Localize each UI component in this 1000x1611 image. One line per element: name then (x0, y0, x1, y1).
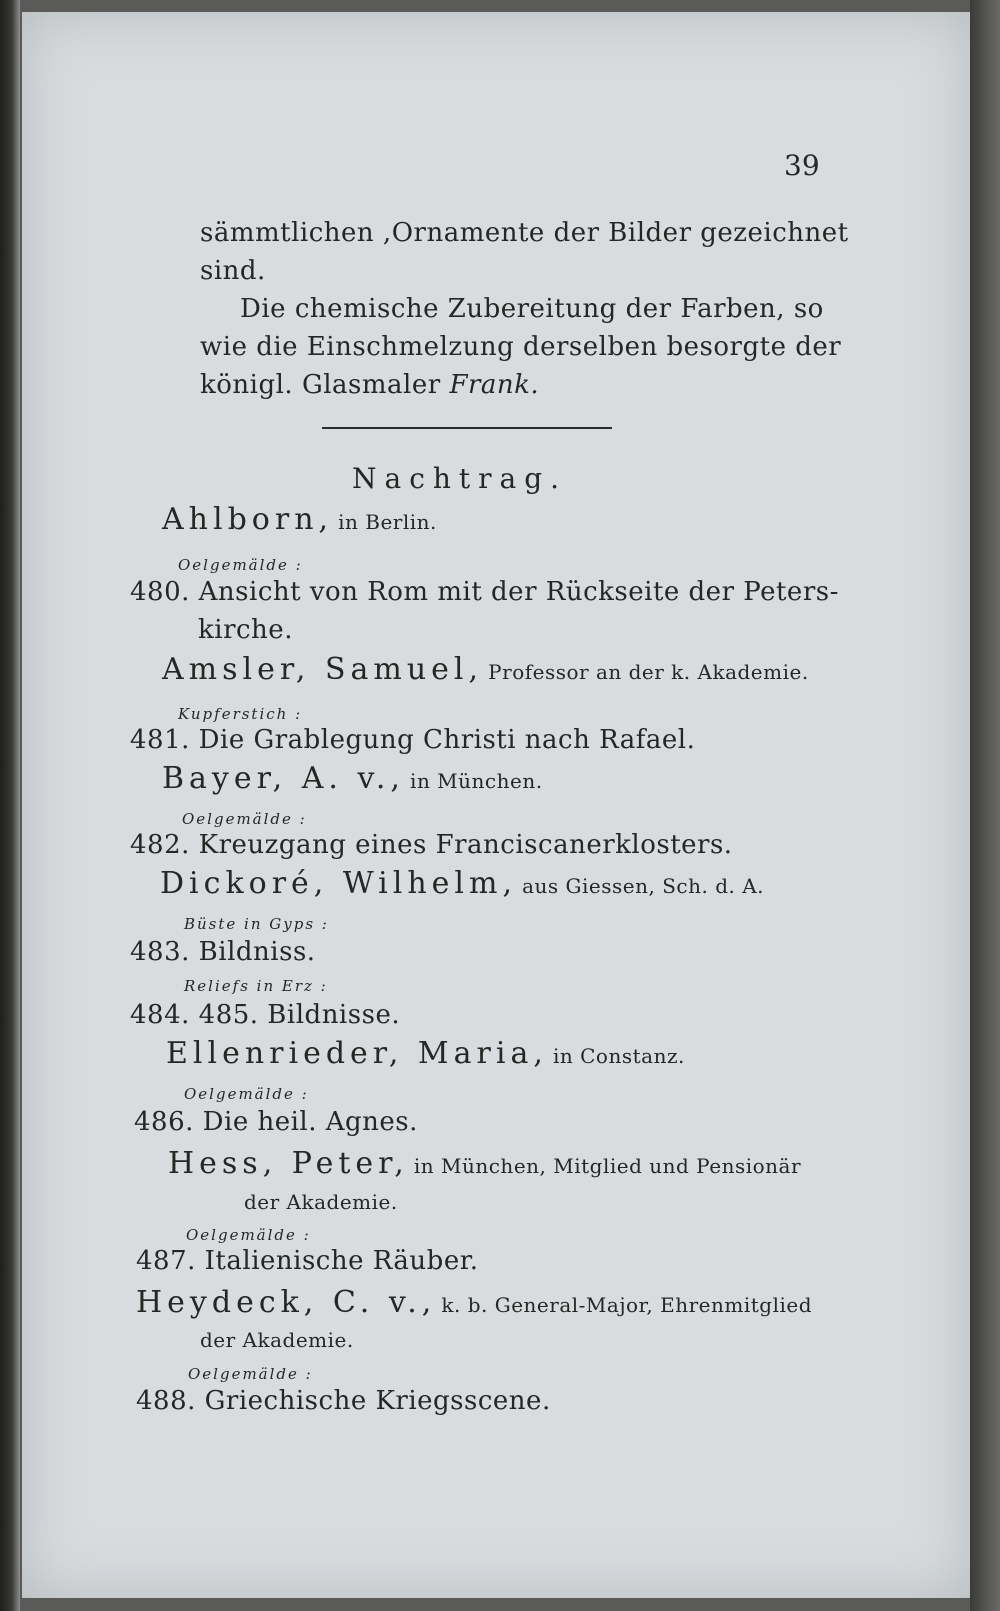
work-item: 480. Ansicht von Rom mit der Rückseite der Peters- (130, 577, 839, 607)
intro-name: Frank. (449, 370, 540, 400)
work-item: 484. 485. Bildnisse. (130, 1000, 401, 1030)
work-category: Oelgemälde : (186, 1226, 311, 1244)
work-item: 486. Die heil. Agnes. (134, 1107, 418, 1137)
book-page (22, 12, 970, 1598)
work-category: Oelgemälde : (184, 1085, 309, 1103)
artist-entry (166, 1036, 685, 1071)
artist-detail: der Akademie. (200, 1328, 354, 1352)
intro-line: wie die Einschmelzung derselben besorgte der (200, 332, 842, 362)
work-category: Kupferstich : (178, 705, 303, 723)
artist-detail: Professor an der k. Akademie. (488, 660, 809, 684)
artist-entry (136, 1285, 813, 1320)
work-category: Oelgemälde : (178, 556, 303, 574)
artist-detail: in München. (410, 769, 543, 793)
artist-name: Hess, Peter, (168, 1146, 409, 1181)
work-item: 488. Griechische Kriegsscene. (136, 1386, 551, 1416)
artist-entry (168, 1146, 802, 1181)
artist-detail: k. b. General-Major, Ehrenmitglied (441, 1293, 813, 1317)
artist-entry (162, 761, 543, 796)
work-item: 487. Italienische Räuber. (136, 1246, 479, 1276)
intro-line: sind. (200, 256, 266, 286)
intro-line: sämmtlichen ,Ornamente der Bilder gezeichnet (200, 218, 849, 248)
artist-name: Ahlborn, (162, 502, 334, 537)
page-number: 39 (784, 149, 820, 182)
artist-name: Amsler, Samuel, (162, 652, 484, 687)
work-item: 483. Bildniss. (130, 937, 316, 967)
artist-detail: in Constanz. (552, 1044, 685, 1068)
scan-edge (970, 0, 1000, 1611)
binding-edge (0, 0, 20, 1611)
artist-entry (160, 866, 765, 901)
artist-name: Heydeck, C. v., (136, 1285, 437, 1320)
intro-line (200, 372, 539, 398)
artist-entry (162, 652, 809, 687)
work-item: 481. Die Grablegung Christi nach Rafael. (130, 725, 696, 755)
work-item: 482. Kreuzgang eines Franciscanerklosters. (130, 830, 733, 860)
artist-detail: der Akademie. (244, 1190, 398, 1214)
work-item: kirche. (198, 615, 293, 645)
artist-detail: aus Giessen, Sch. d. A. (522, 874, 765, 898)
artist-entry (162, 502, 437, 537)
artist-detail: in Berlin. (338, 510, 437, 534)
section-title: Nachtrag. (352, 462, 568, 495)
work-category: Oelgemälde : (188, 1365, 313, 1383)
intro-text: königl. Glasmaler (200, 370, 450, 400)
artist-name: Bayer, A. v., (162, 761, 405, 796)
intro-line: Die chemische Zubereitung der Farben, so (240, 294, 824, 324)
work-category: Oelgemälde : (182, 810, 307, 828)
work-category: Reliefs in Erz : (184, 977, 328, 995)
artist-name: Dickoré, Wilhelm, (160, 866, 518, 901)
artist-name: Ellenrieder, Maria, (166, 1036, 548, 1071)
section-divider (322, 427, 612, 429)
work-category: Büste in Gyps : (184, 915, 329, 933)
artist-detail: in München, Mitglied und Pensionär (413, 1154, 802, 1178)
